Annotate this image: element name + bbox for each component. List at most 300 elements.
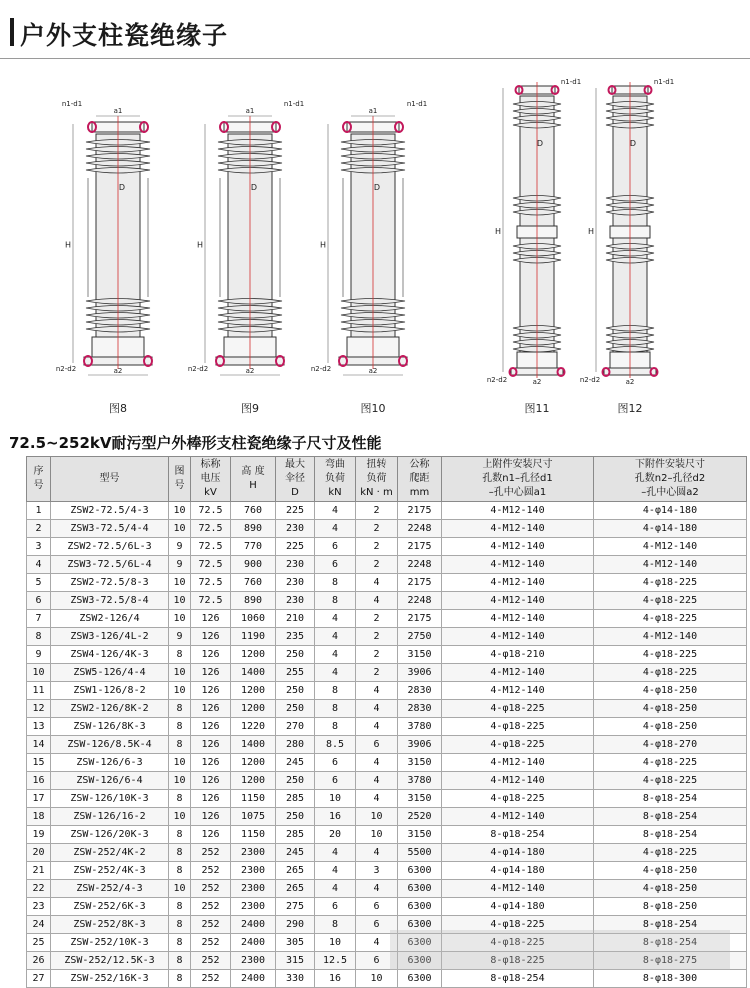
cell-torsion-load: 4 xyxy=(356,682,398,700)
cell-model: ZSW-126/6-3 xyxy=(51,754,169,772)
cell-lower-fitting: 8-φ18-275 xyxy=(594,952,747,970)
header-line: 高 度 xyxy=(241,466,265,477)
cell-height: 2400 xyxy=(231,916,276,934)
cell-lower-fitting: 8-φ18-254 xyxy=(594,826,747,844)
table-row xyxy=(27,628,747,646)
cell-lower-fitting: 4-φ14-180 xyxy=(594,502,747,520)
table-row xyxy=(27,574,747,592)
table-row xyxy=(27,538,747,556)
cell-torsion-load: 6 xyxy=(356,952,398,970)
cell-upper-fitting: 8-φ18-254 xyxy=(442,826,594,844)
figure-label: 图8 xyxy=(109,402,127,415)
cell-creepage: 2248 xyxy=(398,592,442,610)
table-body xyxy=(27,502,747,988)
cell-upper-fitting: 4-φ18-225 xyxy=(442,790,594,808)
cell-torsion-load: 2 xyxy=(356,628,398,646)
cell-voltage: 252 xyxy=(191,952,231,970)
top-hole-label: n1-d1 xyxy=(283,100,305,108)
table-row xyxy=(27,718,747,736)
cell-lower-fitting: 4-φ18-225 xyxy=(594,844,747,862)
height-dim-label: H xyxy=(494,227,502,236)
cell-voltage: 252 xyxy=(191,934,231,952)
cell-creepage: 2175 xyxy=(398,610,442,628)
a2-dim-label: a2 xyxy=(245,367,255,375)
cell-torsion-load: 4 xyxy=(356,592,398,610)
header-voltage xyxy=(191,457,231,502)
cell-creepage: 6300 xyxy=(398,934,442,952)
cell-figure: 10 xyxy=(169,754,191,772)
cell-height: 2400 xyxy=(231,970,276,988)
cell-creepage: 2750 xyxy=(398,628,442,646)
cell-voltage: 72.5 xyxy=(191,520,231,538)
header-divider xyxy=(0,58,750,59)
cell-torsion-load: 2 xyxy=(356,664,398,682)
cell-model: ZSW3-72.5/6L-4 xyxy=(51,556,169,574)
diameter-label: D xyxy=(373,183,381,192)
cell-upper-fitting: 4-M12-140 xyxy=(442,556,594,574)
cell-upper-fitting: 4-M12-140 xyxy=(442,664,594,682)
cell-diameter: 245 xyxy=(276,844,315,862)
cell-voltage: 72.5 xyxy=(191,592,231,610)
top-hole-label: n1-d1 xyxy=(61,100,83,108)
cell-bending-load: 6 xyxy=(315,898,356,916)
cell-lower-fitting: 8-φ18-250 xyxy=(594,898,747,916)
cell-upper-fitting: 4-φ14-180 xyxy=(442,844,594,862)
cell-model: ZSW-252/4K-3 xyxy=(51,862,169,880)
cell-height: 1190 xyxy=(231,628,276,646)
cell-lower-fitting: 4-M12-140 xyxy=(594,538,747,556)
cell-voltage: 126 xyxy=(191,700,231,718)
title-accent-bar xyxy=(10,18,14,46)
cell-seq: 23 xyxy=(27,898,51,916)
cell-diameter: 315 xyxy=(276,952,315,970)
cell-seq: 6 xyxy=(27,592,51,610)
cell-voltage: 72.5 xyxy=(191,574,231,592)
cell-upper-fitting: 4-φ18-225 xyxy=(442,700,594,718)
bottom-hole-label: n2-d2 xyxy=(579,376,601,384)
cell-diameter: 230 xyxy=(276,520,315,538)
header-line: 电压 xyxy=(200,473,221,484)
cell-upper-fitting: 4-M12-140 xyxy=(442,628,594,646)
cell-creepage: 3150 xyxy=(398,646,442,664)
cell-bending-load: 8 xyxy=(315,718,356,736)
cell-model: ZSW-126/16-2 xyxy=(51,808,169,826)
cell-figure: 8 xyxy=(169,844,191,862)
header-line: H xyxy=(249,480,257,491)
cell-height: 1220 xyxy=(231,718,276,736)
cell-model: ZSW-126/8.5K-4 xyxy=(51,736,169,754)
cell-diameter: 265 xyxy=(276,880,315,898)
header-line: 孔数n1–孔径d1 xyxy=(482,473,553,484)
a2-dim-label: a2 xyxy=(625,378,635,386)
cell-upper-fitting: 4-φ18-225 xyxy=(442,736,594,754)
cell-creepage: 2248 xyxy=(398,520,442,538)
cell-creepage: 3906 xyxy=(398,664,442,682)
cell-diameter: 280 xyxy=(276,736,315,754)
cell-torsion-load: 4 xyxy=(356,880,398,898)
cell-voltage: 126 xyxy=(191,736,231,754)
table-row xyxy=(27,592,747,610)
header-line: –孔中心圆a2 xyxy=(641,487,699,498)
cell-bending-load: 8 xyxy=(315,700,356,718)
cell-lower-fitting: 8-φ18-254 xyxy=(594,916,747,934)
header-line: 号 xyxy=(174,480,185,491)
cell-upper-fitting: 4-M12-140 xyxy=(442,754,594,772)
cell-lower-fitting: 4-φ18-225 xyxy=(594,754,747,772)
cell-diameter: 290 xyxy=(276,916,315,934)
figure-9 xyxy=(188,100,304,415)
cell-height: 1400 xyxy=(231,736,276,754)
cell-diameter: 225 xyxy=(276,538,315,556)
header-line: 上附件安装尺寸 xyxy=(482,459,553,470)
header-line: 孔数n2–孔径d2 xyxy=(634,473,706,484)
cell-model: ZSW2-72.5/6L-3 xyxy=(51,538,169,556)
cell-voltage: 126 xyxy=(191,772,231,790)
cell-diameter: 265 xyxy=(276,862,315,880)
cell-diameter: 305 xyxy=(276,934,315,952)
table-row xyxy=(27,610,747,628)
cell-seq: 20 xyxy=(27,844,51,862)
a2-dim-label: a2 xyxy=(368,367,378,375)
cell-diameter: 225 xyxy=(276,502,315,520)
cell-model: ZSW-126/10K-3 xyxy=(51,790,169,808)
table-title: 72.5~252kV耐污型户外棒形支柱瓷绝缘子尺寸及性能 xyxy=(9,434,382,452)
cell-bending-load: 4 xyxy=(315,610,356,628)
cell-creepage: 3906 xyxy=(398,736,442,754)
cell-seq: 12 xyxy=(27,700,51,718)
diameter-label: D xyxy=(118,183,126,192)
cell-torsion-load: 10 xyxy=(356,808,398,826)
figure-label: 图10 xyxy=(360,402,386,415)
cell-creepage: 2175 xyxy=(398,502,442,520)
cell-seq: 4 xyxy=(27,556,51,574)
cell-upper-fitting: 4-M12-140 xyxy=(442,808,594,826)
header-line: 负荷 xyxy=(366,473,387,484)
header-torsion-load xyxy=(356,457,398,502)
cell-height: 2400 xyxy=(231,934,276,952)
cell-upper-fitting: 4-M12-140 xyxy=(442,520,594,538)
cell-creepage: 6300 xyxy=(398,970,442,988)
table-row xyxy=(27,790,747,808)
table-row xyxy=(27,826,747,844)
cell-diameter: 255 xyxy=(276,664,315,682)
cell-seq: 1 xyxy=(27,502,51,520)
a1-dim-label: a1 xyxy=(113,107,123,115)
diameter-label: D xyxy=(250,183,258,192)
cell-creepage: 6300 xyxy=(398,862,442,880)
cell-creepage: 3780 xyxy=(398,718,442,736)
cell-torsion-load: 4 xyxy=(356,754,398,772)
cell-upper-fitting: 4-M12-140 xyxy=(442,772,594,790)
cell-creepage: 3780 xyxy=(398,772,442,790)
cell-voltage: 252 xyxy=(191,862,231,880)
cell-seq: 5 xyxy=(27,574,51,592)
cell-voltage: 126 xyxy=(191,718,231,736)
cell-seq: 17 xyxy=(27,790,51,808)
cell-diameter: 230 xyxy=(276,556,315,574)
insulator-drawings xyxy=(40,70,730,415)
cell-lower-fitting: 4-φ18-250 xyxy=(594,682,747,700)
cell-torsion-load: 10 xyxy=(356,826,398,844)
cell-lower-fitting: 4-φ18-250 xyxy=(594,880,747,898)
cell-seq: 19 xyxy=(27,826,51,844)
cell-figure: 10 xyxy=(169,502,191,520)
cell-voltage: 126 xyxy=(191,790,231,808)
cell-height: 1150 xyxy=(231,826,276,844)
header-line: mm xyxy=(409,487,430,498)
header-line: D xyxy=(291,487,299,498)
cell-seq: 2 xyxy=(27,520,51,538)
cell-creepage: 5500 xyxy=(398,844,442,862)
table-row xyxy=(27,502,747,520)
cell-figure: 8 xyxy=(169,826,191,844)
cell-figure: 9 xyxy=(169,538,191,556)
table-row xyxy=(27,520,747,538)
cell-bending-load: 8.5 xyxy=(315,736,356,754)
cell-model: ZSW3-126/4L-2 xyxy=(51,628,169,646)
cell-seq: 27 xyxy=(27,970,51,988)
header-line: 扭转 xyxy=(366,459,387,470)
cell-figure: 10 xyxy=(169,574,191,592)
cell-diameter: 285 xyxy=(276,826,315,844)
table-row xyxy=(27,682,747,700)
cell-model: ZSW-252/12.5K-3 xyxy=(51,952,169,970)
cell-bending-load: 4 xyxy=(315,628,356,646)
cell-voltage: 72.5 xyxy=(191,538,231,556)
cell-lower-fitting: 4-φ18-225 xyxy=(594,592,747,610)
cell-torsion-load: 4 xyxy=(356,574,398,592)
cell-seq: 10 xyxy=(27,664,51,682)
cell-bending-load: 10 xyxy=(315,934,356,952)
cell-bending-load: 6 xyxy=(315,556,356,574)
cell-diameter: 230 xyxy=(276,592,315,610)
cell-lower-fitting: 4-φ18-225 xyxy=(594,646,747,664)
cell-figure: 10 xyxy=(169,808,191,826)
cell-lower-fitting: 4-φ18-225 xyxy=(594,664,747,682)
cell-model: ZSW4-126/4K-3 xyxy=(51,646,169,664)
height-dim-label: H xyxy=(196,240,204,250)
cell-seq: 9 xyxy=(27,646,51,664)
table-row xyxy=(27,808,747,826)
cell-torsion-load: 4 xyxy=(356,844,398,862)
cell-figure: 10 xyxy=(169,592,191,610)
drawings-canvas xyxy=(40,70,730,415)
cell-lower-fitting: 4-φ18-225 xyxy=(594,574,747,592)
figure-12 xyxy=(580,78,674,415)
cell-upper-fitting: 8-φ18-225 xyxy=(442,952,594,970)
cell-bending-load: 8 xyxy=(315,592,356,610)
cell-torsion-load: 2 xyxy=(356,502,398,520)
cell-upper-fitting: 4-M12-140 xyxy=(442,538,594,556)
cell-model: ZSW-126/20K-3 xyxy=(51,826,169,844)
header-line: 负荷 xyxy=(325,473,345,484)
cell-torsion-load: 4 xyxy=(356,772,398,790)
header-diameter xyxy=(276,457,315,502)
cell-creepage: 3150 xyxy=(398,826,442,844)
cell-diameter: 210 xyxy=(276,610,315,628)
cell-seq: 8 xyxy=(27,628,51,646)
cell-diameter: 330 xyxy=(276,970,315,988)
cell-upper-fitting: 4-M12-140 xyxy=(442,682,594,700)
cell-upper-fitting: 4-φ18-210 xyxy=(442,646,594,664)
table-row xyxy=(27,754,747,772)
cell-seq: 22 xyxy=(27,880,51,898)
cell-voltage: 126 xyxy=(191,628,231,646)
cell-torsion-load: 4 xyxy=(356,718,398,736)
cell-torsion-load: 10 xyxy=(356,970,398,988)
cell-seq: 13 xyxy=(27,718,51,736)
cell-voltage: 252 xyxy=(191,898,231,916)
cell-upper-fitting: 4-M12-140 xyxy=(442,592,594,610)
cell-figure: 10 xyxy=(169,610,191,628)
figure-label: 图9 xyxy=(241,402,259,415)
cell-lower-fitting: 4-φ18-250 xyxy=(594,718,747,736)
cell-diameter: 250 xyxy=(276,772,315,790)
cell-voltage: 126 xyxy=(191,808,231,826)
cell-torsion-load: 2 xyxy=(356,610,398,628)
cell-figure: 9 xyxy=(169,556,191,574)
cell-height: 1150 xyxy=(231,790,276,808)
cell-seq: 16 xyxy=(27,772,51,790)
cell-voltage: 126 xyxy=(191,754,231,772)
cell-voltage: 126 xyxy=(191,664,231,682)
table-header-row xyxy=(27,457,747,502)
figure-8 xyxy=(56,100,152,415)
cell-height: 1200 xyxy=(231,772,276,790)
cell-voltage: 72.5 xyxy=(191,502,231,520)
cell-diameter: 250 xyxy=(276,646,315,664)
header-line: 爬距 xyxy=(409,473,430,484)
cell-voltage: 126 xyxy=(191,646,231,664)
cell-height: 1075 xyxy=(231,808,276,826)
cell-figure: 8 xyxy=(169,970,191,988)
cell-bending-load: 4 xyxy=(315,520,356,538)
cell-torsion-load: 4 xyxy=(356,700,398,718)
header-creepage xyxy=(398,457,442,502)
cell-height: 1200 xyxy=(231,700,276,718)
watermark-overlay xyxy=(390,930,730,970)
cell-creepage: 6300 xyxy=(398,916,442,934)
cell-creepage: 2248 xyxy=(398,556,442,574)
cell-diameter: 285 xyxy=(276,790,315,808)
cell-lower-fitting: 4-M12-140 xyxy=(594,556,747,574)
cell-bending-load: 12.5 xyxy=(315,952,356,970)
cell-torsion-load: 2 xyxy=(356,520,398,538)
cell-diameter: 275 xyxy=(276,898,315,916)
cell-figure: 8 xyxy=(169,718,191,736)
cell-figure: 8 xyxy=(169,916,191,934)
cell-height: 2300 xyxy=(231,862,276,880)
bottom-hole-label: n2-d2 xyxy=(187,365,209,373)
cell-seq: 24 xyxy=(27,916,51,934)
height-dim-label: H xyxy=(587,227,595,236)
header-line: 型号 xyxy=(99,473,120,484)
cell-figure: 10 xyxy=(169,772,191,790)
header-line: 号 xyxy=(33,480,44,491)
top-border xyxy=(0,0,750,3)
cell-height: 770 xyxy=(231,538,276,556)
cell-upper-fitting: 8-φ18-254 xyxy=(442,970,594,988)
cell-voltage: 252 xyxy=(191,880,231,898)
cell-creepage: 3150 xyxy=(398,754,442,772)
cell-model: ZSW5-126/4-4 xyxy=(51,664,169,682)
cell-lower-fitting: 4-φ18-225 xyxy=(594,772,747,790)
header-line: kN xyxy=(328,487,342,498)
cell-torsion-load: 3 xyxy=(356,862,398,880)
cell-height: 760 xyxy=(231,502,276,520)
cell-seq: 26 xyxy=(27,952,51,970)
cell-height: 1400 xyxy=(231,664,276,682)
cell-figure: 10 xyxy=(169,520,191,538)
bottom-hole-label: n2-d2 xyxy=(310,365,332,373)
cell-figure: 8 xyxy=(169,862,191,880)
cell-height: 1200 xyxy=(231,646,276,664)
header-model xyxy=(51,457,169,502)
header-line: 伞径 xyxy=(285,473,305,484)
cell-height: 760 xyxy=(231,574,276,592)
top-hole-label: n1-d1 xyxy=(406,100,428,108)
cell-seq: 18 xyxy=(27,808,51,826)
height-dim-label: H xyxy=(64,240,72,250)
cell-seq: 14 xyxy=(27,736,51,754)
cell-bending-load: 4 xyxy=(315,862,356,880)
cell-height: 900 xyxy=(231,556,276,574)
cell-diameter: 270 xyxy=(276,718,315,736)
table-row xyxy=(27,664,747,682)
cell-seq: 21 xyxy=(27,862,51,880)
cell-model: ZSW-252/16K-3 xyxy=(51,970,169,988)
height-dim-label: H xyxy=(319,240,327,250)
spec-table xyxy=(26,456,747,988)
cell-lower-fitting: 4-φ18-250 xyxy=(594,862,747,880)
cell-voltage: 126 xyxy=(191,682,231,700)
cell-seq: 3 xyxy=(27,538,51,556)
cell-torsion-load: 6 xyxy=(356,898,398,916)
header-line: kV xyxy=(204,487,217,498)
cell-figure: 10 xyxy=(169,880,191,898)
cell-model: ZSW-252/8K-3 xyxy=(51,916,169,934)
cell-model: ZSW-126/8K-3 xyxy=(51,718,169,736)
cell-model: ZSW1-126/8-2 xyxy=(51,682,169,700)
header-line: 公称 xyxy=(409,459,430,470)
header-bending-load xyxy=(315,457,356,502)
cell-upper-fitting: 4-φ18-225 xyxy=(442,718,594,736)
page-header xyxy=(0,6,750,58)
cell-height: 2300 xyxy=(231,952,276,970)
cell-figure: 10 xyxy=(169,664,191,682)
cell-figure: 8 xyxy=(169,934,191,952)
cell-lower-fitting: 4-φ18-270 xyxy=(594,736,747,754)
cell-bending-load: 4 xyxy=(315,502,356,520)
cell-lower-fitting: 4-φ14-180 xyxy=(594,520,747,538)
cell-voltage: 252 xyxy=(191,970,231,988)
cell-diameter: 230 xyxy=(276,574,315,592)
header-line: 标称 xyxy=(200,459,221,470)
cell-lower-fitting: 4-φ18-250 xyxy=(594,700,747,718)
cell-model: ZSW2-72.5/4-3 xyxy=(51,502,169,520)
cell-torsion-load: 6 xyxy=(356,736,398,754)
cell-seq: 11 xyxy=(27,682,51,700)
cell-creepage: 6300 xyxy=(398,880,442,898)
cell-bending-load: 6 xyxy=(315,772,356,790)
cell-creepage: 3150 xyxy=(398,790,442,808)
table-row xyxy=(27,700,747,718)
header-line: 序 xyxy=(33,466,44,477)
cell-diameter: 250 xyxy=(276,682,315,700)
header-line: 弯曲 xyxy=(325,459,345,470)
cell-creepage: 6300 xyxy=(398,898,442,916)
cell-torsion-load: 2 xyxy=(356,538,398,556)
